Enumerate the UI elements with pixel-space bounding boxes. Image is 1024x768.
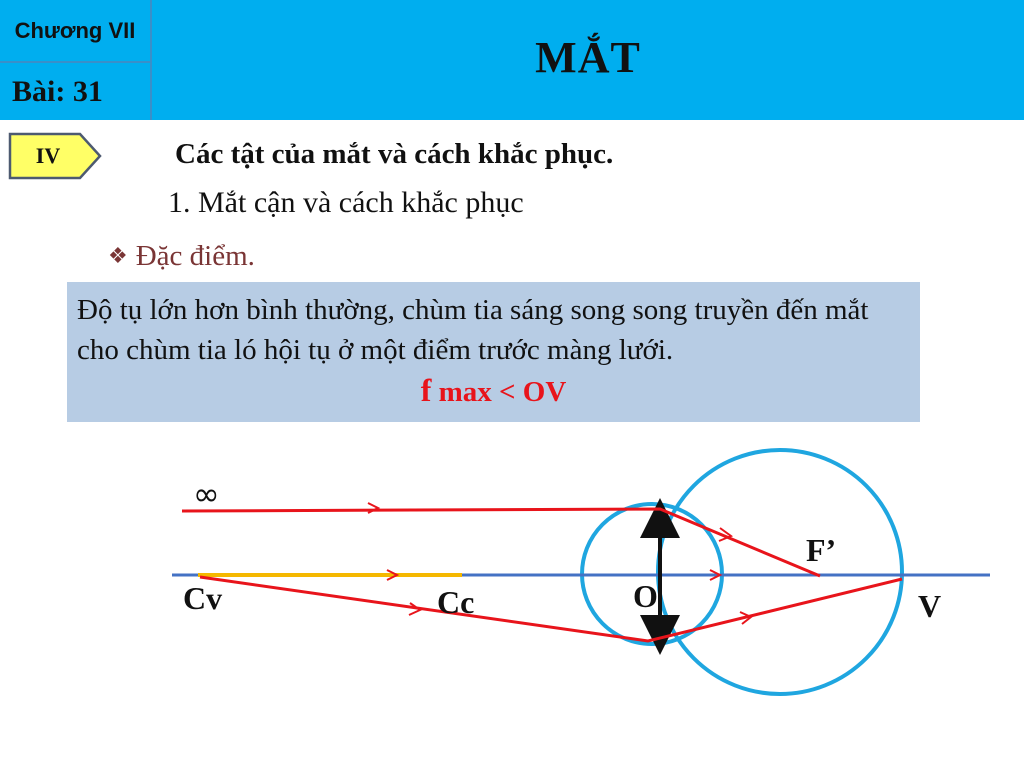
focal-point-label: F’ (806, 532, 837, 568)
bullet-label: Đặc điểm. (135, 240, 255, 272)
description-text: Độ tụ lớn hơn bình thường, chùm tia sáng song song truyền đến mắt cho chùm tia ló hội tụ ở một điểm trước màng lưới. (77, 294, 869, 366)
section-heading: Các tật của mắt và cách khắc phục. (175, 138, 614, 170)
far-point-label: Cv (183, 580, 223, 616)
ray-from-far-point (200, 577, 902, 641)
formula-rest: max < OV (431, 376, 567, 408)
chapter-label: Chương VII (0, 0, 152, 63)
eyeball-outline (658, 450, 902, 694)
slide-title: MẮT (535, 33, 641, 82)
sub-heading: 1. Mắt cận và cách khắc phục (168, 186, 524, 219)
optical-center-label: O (633, 578, 658, 614)
near-point-label: Cc (437, 584, 475, 620)
formula-f: f (420, 372, 432, 408)
lesson-label: Bài: 31 (0, 63, 152, 120)
infinity-label: ∞ (193, 475, 220, 513)
ray-from-infinity (182, 509, 820, 576)
section-tag-label: IV (35, 143, 61, 168)
diamond-bullet-icon: ❖ (108, 244, 128, 269)
retina-point-label: V (918, 588, 942, 624)
